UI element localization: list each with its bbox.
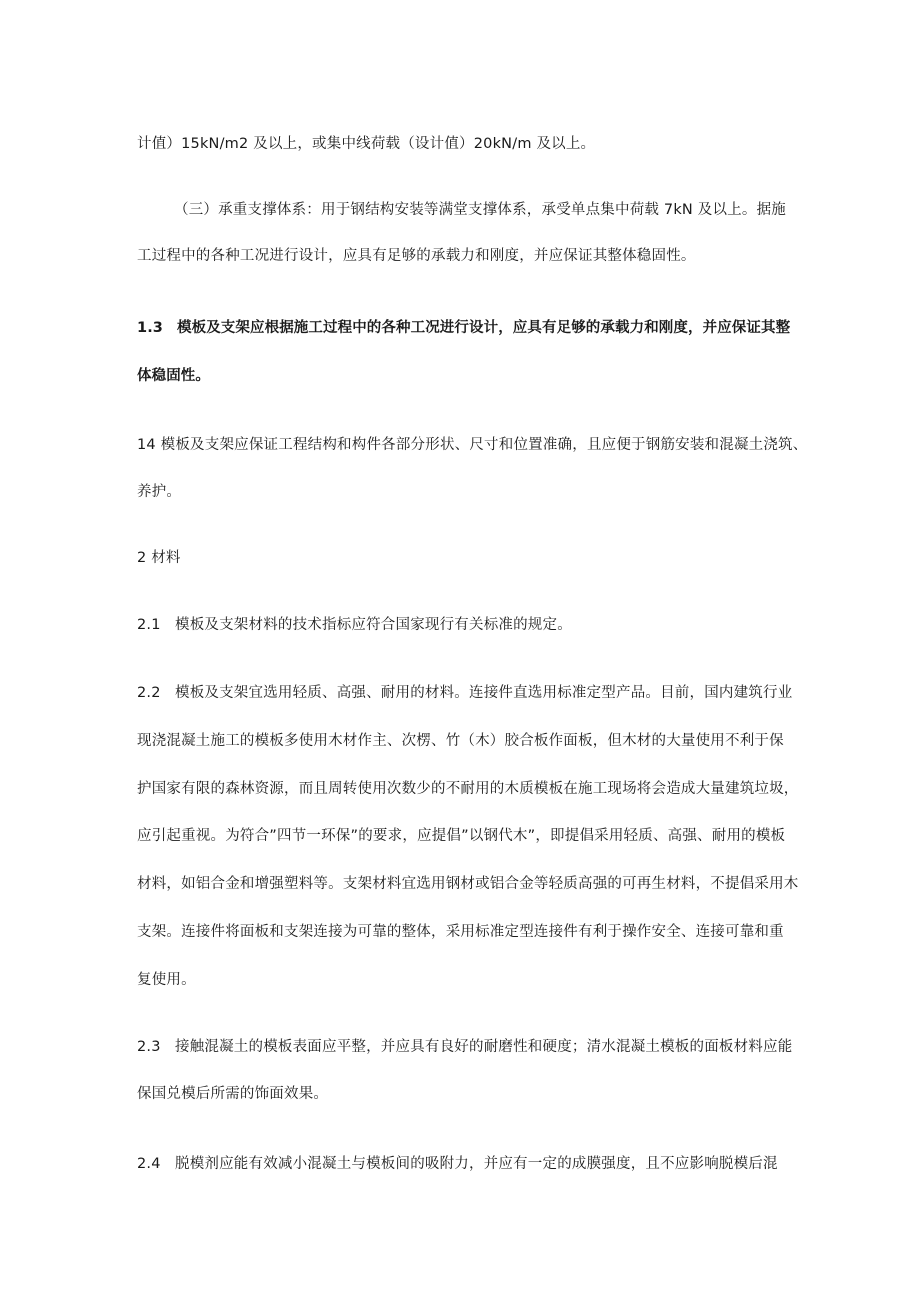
section-number: 2.2 [137,685,161,701]
text-line: 现浇混凝土施工的模板多使用木材作主、次楞、竹（木）胶合板作面板，但木材的大量使用不利于保 [137,733,784,749]
section-heading-1-3 [137,318,790,338]
paragraph-text: 接触混凝土的模板表面应平整，并应具有良好的耐磨性和硬度；清水混凝土模板的面板材料应能 [175,1039,793,1055]
paragraph-text: 模板及支架材料的技术指标应符合国家现行有关标准的规定。 [175,617,572,633]
text-line: 应引起重视。为符合”四节一环保”的要求，应提倡”以钢代木”，即提倡采用轻质、高强、耐用的模板 [137,828,786,844]
text-line: 体稳固性。 [137,368,210,384]
paragraph-2-3 [137,1037,792,1057]
section-number: 2.1 [137,617,161,633]
section-number: 1.3 [137,320,163,336]
text-line: 养护。 [137,484,182,500]
text-line: 支架。连接件将面板和支架连接为可靠的整体，采用标准定型连接件有利于操作安全、连接可靠和重 [137,924,784,940]
text-line: 材料，如铝合金和增强塑料等。支架材料宜选用钢材或铝合金等轻质高强的可再生材料，不提倡采用木 [137,876,799,892]
text-line: 护国家有限的森林资源，而且周转使用次数少的不耐用的木质模板在施工现场将会造成大量建筑垃圾， [137,781,799,797]
text-line: 复使用。 [137,972,196,988]
text-line: （三）承重支撑体系：用于钢结构安装等满堂支撑体系，承受单点集中荷载 7kN 及以上。据施 [174,202,786,218]
paragraph-2-4 [137,1154,778,1174]
text-line: 工过程中的各种工况进行设计，应具有足够的承载力和刚度，并应保证其整体稳固性。 [137,248,696,264]
paragraph-text: 脱模剂应能有效减小混凝土与模板间的吸附力，并应有一定的成膜强度，且不应影响脱模后混 [175,1156,778,1172]
paragraph-text: 模板及支架宜选用轻质、高强、耐用的材料。连接件直选用标准定型产品。目前，国内建筑行业 [175,685,793,701]
section-heading-2: 2 材料 [137,550,181,566]
text-line: 保国兑模后所需的饰面效果。 [137,1086,329,1102]
section-number: 2.4 [137,1156,161,1172]
text-line: 14 模板及支架应保证工程结构和构件各部分形状、尺寸和位置准确，且应便于钢筋安装和混凝土浇筑、 [137,437,808,453]
text-line: 计值）15kN/m2 及以上，或集中线荷载（设计值）20kN/m 及以上。 [137,136,596,152]
heading-text: 模板及支架应根据施工过程中的各种工况进行设计，应具有足够的承载力和刚度，并应保证其整 [177,320,791,336]
paragraph-2-1 [137,615,572,635]
section-number: 2.3 [137,1039,161,1055]
paragraph-2-2 [137,683,792,703]
